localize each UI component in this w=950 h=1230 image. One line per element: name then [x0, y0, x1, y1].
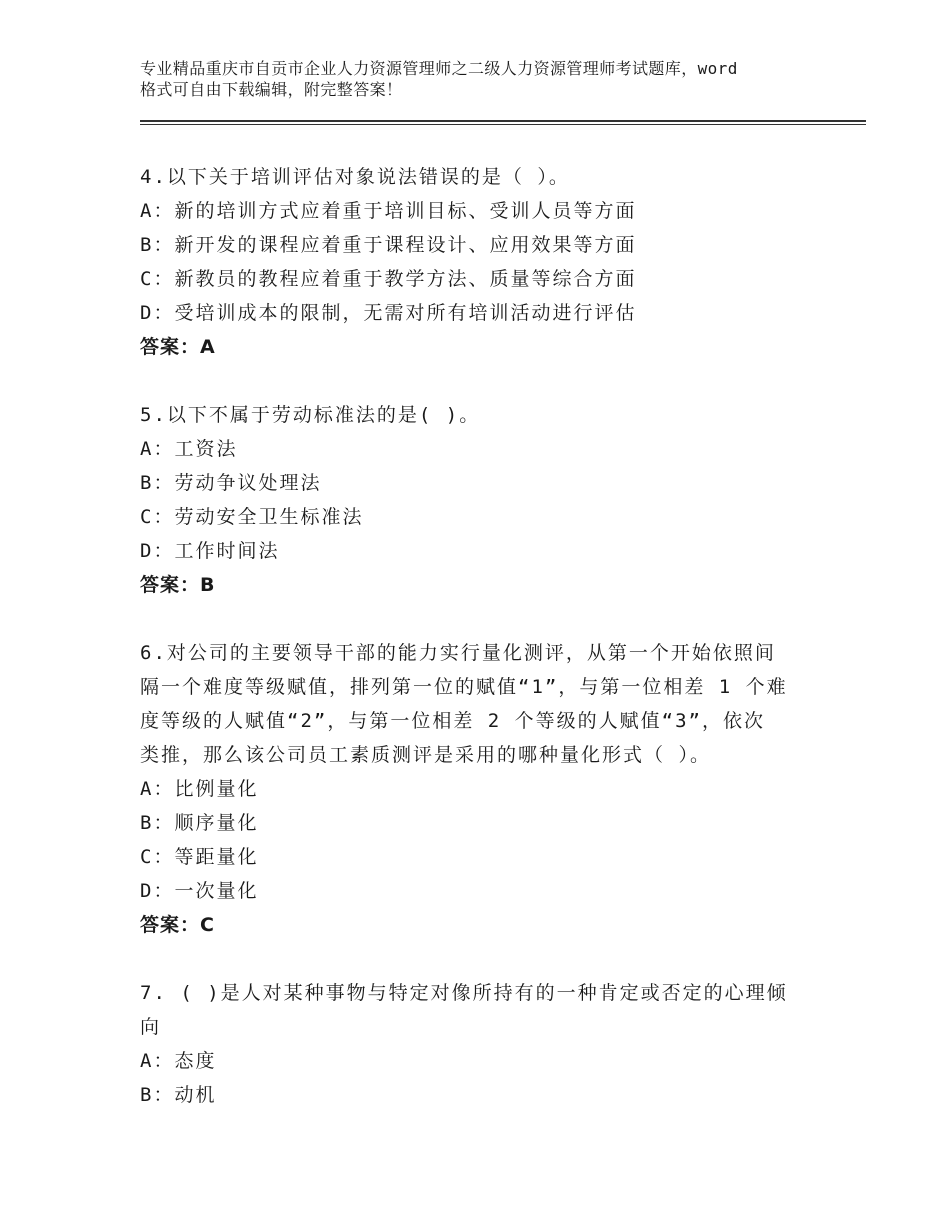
- option-d: D：一次量化: [140, 880, 259, 902]
- question-text-line: 类推，那么该公司员工素质测评是采用的哪种量化形式（ ）。: [140, 744, 711, 766]
- question-text-line: 4.以下关于培训评估对象说法错误的是（ ）。: [140, 166, 570, 188]
- option-b: B：顺序量化: [140, 812, 259, 834]
- question-text-line: 向: [140, 1016, 162, 1038]
- question-text-line: 7. ( )是人对某种事物与特定对像所持有的一种肯定或否定的心理倾: [140, 982, 788, 1004]
- option-a: A：新的培训方式应着重于培训目标、受训人员等方面: [140, 200, 637, 222]
- question-4: [140, 160, 820, 364]
- header-rule-thin: [140, 124, 866, 125]
- answer-label: 答案：C: [140, 914, 215, 936]
- question-6: [140, 636, 820, 942]
- option-c: C：劳动安全卫生标准法: [140, 506, 364, 528]
- option-b: B：动机: [140, 1084, 217, 1106]
- question-text-line: 隔一个难度等级赋值，排列第一位的赋值“1”，与第一位相差 1 个难: [140, 676, 788, 698]
- option-b: B：新开发的课程应着重于课程设计、应用效果等方面: [140, 234, 637, 256]
- question-text-line: 度等级的人赋值“2”，与第一位相差 2 个等级的人赋值“3”，依次: [140, 710, 765, 732]
- question-text-line: 6.对公司的主要领导干部的能力实行量化测评，从第一个开始依照间: [140, 642, 776, 664]
- option-d: D：受培训成本的限制，无需对所有培训活动进行评估: [140, 302, 637, 324]
- option-a: A：态度: [140, 1050, 217, 1072]
- answer-label: 答案：B: [140, 574, 216, 596]
- option-c: C：新教员的教程应着重于教学方法、质量等综合方面: [140, 268, 637, 290]
- option-c: C：等距量化: [140, 846, 259, 868]
- option-d: D：工作时间法: [140, 540, 280, 562]
- option-a: A：比例量化: [140, 778, 259, 800]
- header-line-1: 专业精品重庆市自贡市企业人力资源管理师之二级人力资源管理师考试题库，word: [140, 59, 738, 78]
- header-line-2: 格式可自由下载编辑，附完整答案！: [140, 80, 403, 99]
- option-b: B：劳动争议处理法: [140, 472, 322, 494]
- header-rule: [140, 120, 866, 126]
- option-a: A：工资法: [140, 438, 238, 460]
- question-5: [140, 398, 820, 602]
- answer-label: 答案：A: [140, 336, 216, 358]
- question-7: [140, 976, 820, 1112]
- question-list: [140, 160, 820, 1146]
- question-text-line: 5.以下不属于劳动标准法的是( )。: [140, 404, 481, 426]
- document-header: [140, 58, 830, 100]
- header-rule-thick: [140, 120, 866, 122]
